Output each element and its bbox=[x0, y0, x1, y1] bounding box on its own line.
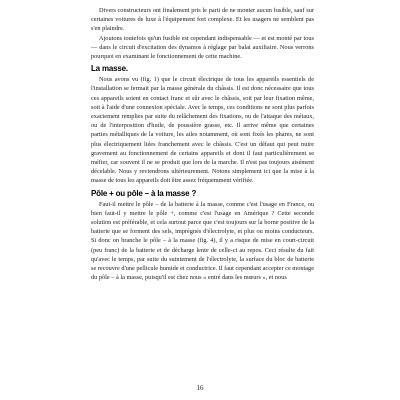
page-body bbox=[91, 6, 314, 282]
section-heading-masse: La masse. bbox=[91, 64, 128, 74]
section-masse-paragraph: Nous avons vu (fig. 1) que le circuit électrique de tous les appareils essentiels de l'installation se fermait par la masse générale du châssis. Il est donc nécessaire que tous ces appareils soient en contact franc et sûr avec le châssis, soit par leur fixation même, soit à l'aide d'une connexion spéciale. Avec le temps, ces conditions ne sont plus parfois exactement remplies par suite du relâchement des fixations, ou de l'attaque des métaux, ou de l'interposition d'huile, de poussière grasse, etc. Il arrive même que certaines parties métalliques de la voiture, les ailes notamment, où sont fixés les phares, ne sont plus électriquement liées franchement avec le châssis. C'est un défaut qui peut nuire gravement au fonctionnement de certains appareils et dont il faut particulièrement se méfier, car souvent il ne se produit que lors de la marche. Il n'est pas toujours aisément décelable. Nous y reviendrons ultérieurement. Notons simplement ici que la mise à la masse de tous les appareils doit être assez fréquemment vérifiée. bbox=[91, 76, 314, 185]
intro-paragraph-1: Divers constructeurs ont finalement pris le parti de ne monter aucun fusible, sauf sur certaines voitures de luxe à l'équipement fort complexe. Et les usagers ne semblent pas s'en plaindre. bbox=[91, 7, 314, 33]
section-heading-pole: Pôle + ou pôle – à la masse ? bbox=[91, 188, 197, 198]
intro-paragraph-2: Ajoutons toutefois qu'un fusible est cependant indispensable — et est monté par tous — dans le circuit d'excitation des dynamos à réglage par balai auxiliaire. Nous verrons pourquoi en examinant le fonctionnement de cette machine. bbox=[91, 34, 314, 61]
page-number: 16 bbox=[196, 384, 204, 392]
section-pole-paragraph: Faut-il mettre le pôle – de la batterie à la masse, comme c'est l'usage en France, ou bien faut-il y mettre le pôle +, comme c'est l'usage en Amérique ? Cette seconde solution est préférable, et cela surtout parce que c'est toujours sur la borne positive de la batterie que se forment des sels, imprégnés d'électrolyte, et plus ou moins conducteurs. Si donc on branche le pôle – à la masse (fig. 4), il y a risque de mise en court-circuit (peu franc) de la batterie et de décharge lente de celle-ci au repos. Ceci résulte du fait qu'avec le temps, par suite du suintement de l'électrolyte, la surface du bloc de batterie se recouvre d'une pellicule humide et conductrice. Il faut cependant accepter ce montage du pôle – à la masse, puisqu'il est chez nous « entré dans les mœurs », et nous bbox=[91, 200, 314, 282]
